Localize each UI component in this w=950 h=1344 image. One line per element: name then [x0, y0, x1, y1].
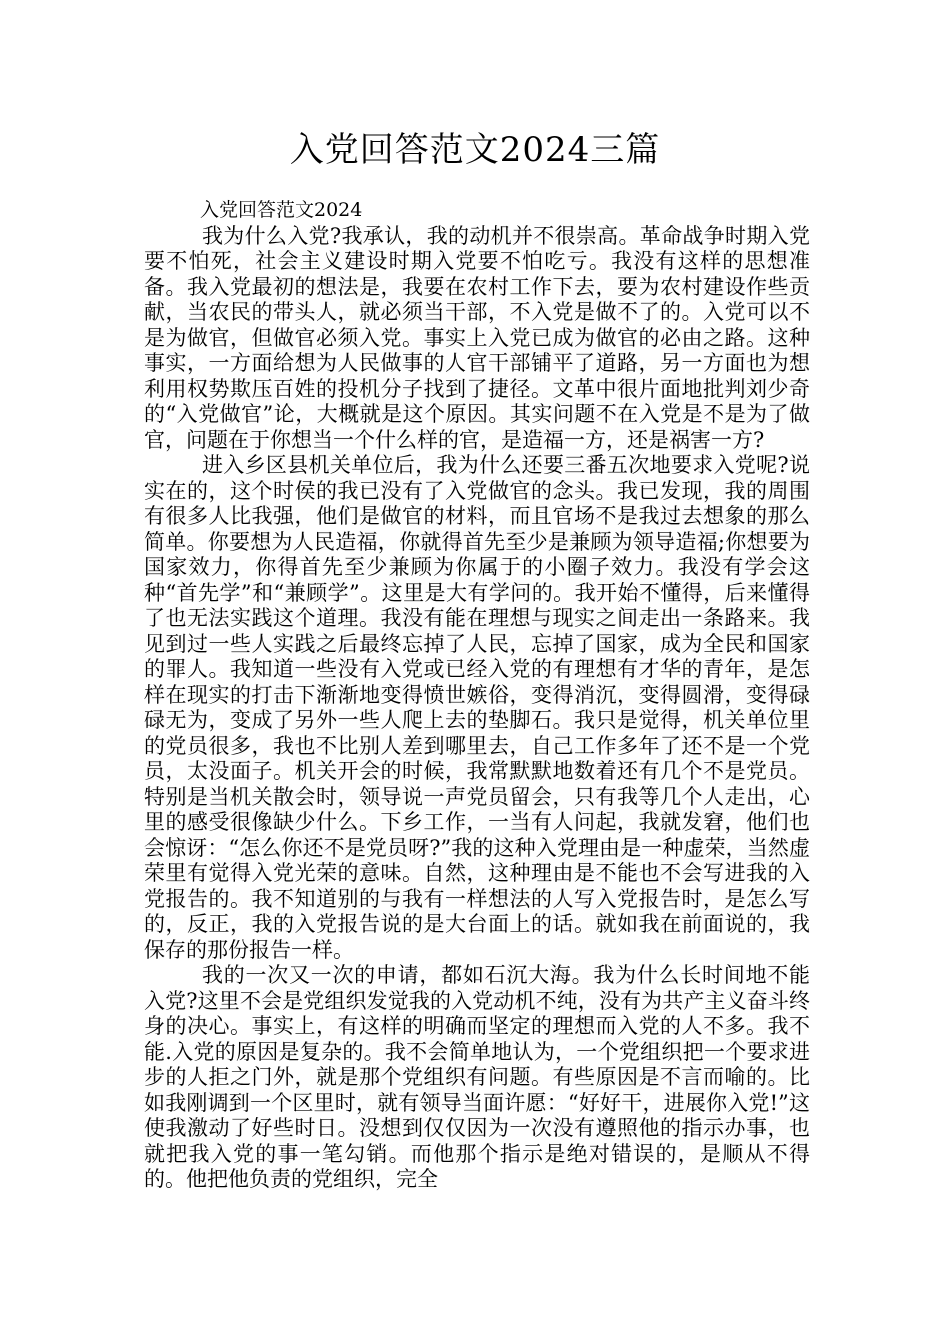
paragraph-1: 我为什么入党?我承认，我的动机并不很崇高。革命战争时期入党要不怕死，社会主义建设时期入党要不怕吃亏。我没有这样的思想准备。我入党最初的想法是，我要在农村工作下去，要为农村建设作些贡献，当农民的带头人，就必须当干部，不入党是做不了的。入党可以不是为做官，但做官必须入党。事实上入党已成为做官的必由之路。这种事实，一方面给想为人民做事的人官干部铺平了道路，另一方面也为想利用权势欺压百姓的投机分子找到了捷径。文革中很片面地批判刘少奇的“入党做官”论，大概就是这个原因。其实问题不在入党是不是为了做官，问题在于你想当一个什么样的官，是造福一方，还是祸害一方? [144, 223, 810, 452]
document-body [144, 198, 810, 1193]
section-heading: 入党回答范文2024 [200, 199, 363, 221]
paragraph-2: 进入乡区县机关单位后，我为什么还要三番五次地要求入党呢?说实在的，这个时侯的我已没有了入党做官的念头。我已发现，我的周围有很多人比我强，他们是做官的材料，而且官场不是我过去想象的那么简单。你要想为人民造福，你就得首先至少是兼顾为领导造福;你想要为国家效力，你得首先至少兼顾为你属于的小圈子效力。我没有学会这种“首先学”和“兼顾学”。这里是大有学问的。我开始不懂得，后来懂得了也无法实践这个道理。我没有能在理想与现实之间走出一条路来。我见到过一些人实践之后最终忘掉了人民，忘掉了国家，成为全民和国家的罪人。我知道一些没有入党或已经入党的有理想有才华的青年，是怎样在现实的打击下渐渐地变得愤世嫉俗，变得消沉，变得圆滑，变得碌碌无为，变成了另外一些人爬上去的垫脚石。我只是觉得，机关单位里的党员很多，我也不比别人差到哪里去，自己工作多年了还不是一个党员，太没面子。机关开会的时候，我常默默地数着还有几个不是党员。特别是当机关散会时，领导说一声党员留会，只有我等几个人走出，心里的感受很像缺少什么。下乡工作，一当有人问起，我就发窘，他们也会惊讶：“怎么你还不是党员呀?”我的这种入党理由是一种虚荣，当然虚荣里有觉得入党光荣的意味。自然，这种理由是不能也不会写进我的入党报告的。我不知道别的与我有一样想法的人写入党报告时，是怎么写的，反正，我的入党报告说的是大台面上的话。就如我在前面说的，我保存的那份报告一样。 [144, 453, 810, 962]
paragraph-3: 我的一次又一次的申请，都如石沉大海。我为什么长时间地不能入党?这里不会是党组织发觉我的入党动机不纯，没有为共产主义奋斗终身的决心。事实上，有这样的明确而坚定的理想而入党的人不多。我不能.入党的原因是复杂的。我不会简单地认为，一个党组织把一个要求进步的人拒之门外，就是那个党组织有问题。有些原因是不言而喻的。比如我刚调到一个区里时，就有领导当面许愿：“好好干，进展你入党!”这使我激动了好些时日。没想到仅仅因为一次没有遵照他的指示办事，也就把我入党的事一笔勾销。而他那个指示是绝对错误的，是顺从不得的。他把他负责的党组织，完全 [144, 963, 810, 1191]
document-title: 入党回答范文2024三篇 [289, 130, 661, 170]
